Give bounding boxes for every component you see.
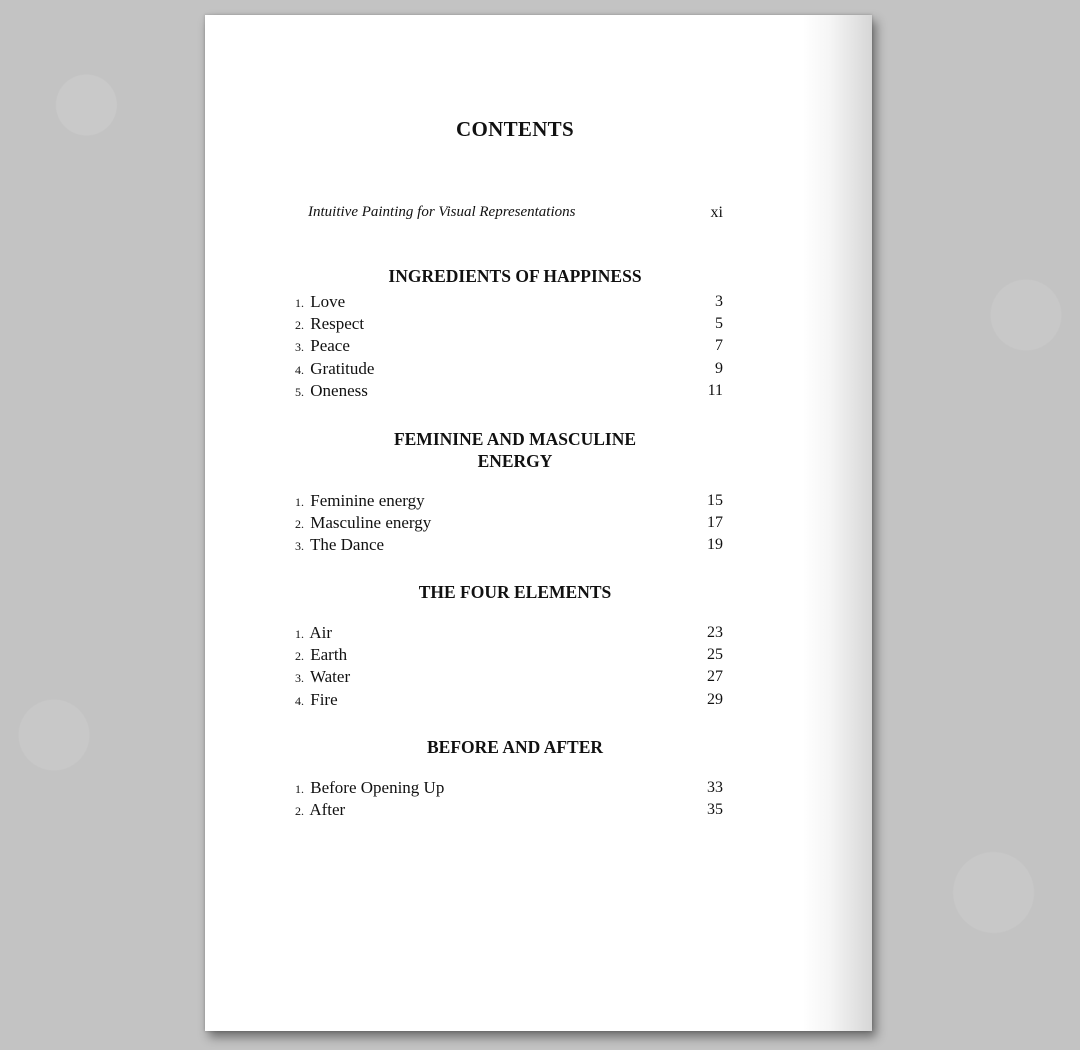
entry-number: 1.: [295, 296, 304, 310]
entry-number: 1.: [295, 495, 304, 509]
entry-number: 4.: [295, 693, 304, 708]
entry-page-number: 17: [707, 514, 723, 532]
toc-entry: [295, 666, 723, 688]
toc-section-four-elements: [205, 581, 825, 603]
toc-entry: [295, 777, 723, 799]
section-heading: BEFORE AND AFTER: [427, 737, 603, 757]
entry-title: Water: [309, 667, 351, 687]
toc-entry: [295, 380, 723, 402]
entry-number: 3.: [295, 671, 304, 686]
entry-title: Oneness: [310, 380, 368, 400]
entry-number: 3.: [295, 539, 304, 554]
entry-title: Peace: [310, 336, 350, 356]
entry-number: 1.: [295, 782, 304, 796]
entry-title: Masculine energy: [310, 513, 432, 533]
toc-entry: [295, 644, 723, 666]
toc-entry: [295, 622, 723, 644]
entry-page-number: 3: [715, 293, 723, 310]
entry-number: 1.: [295, 627, 304, 641]
entry-title: Fire: [310, 689, 338, 709]
entry-number: 2.: [295, 649, 304, 664]
entry-number: 2.: [295, 517, 304, 532]
entry-page-number: 29: [707, 690, 723, 708]
toc-entry: [295, 313, 723, 335]
entry-page-number: 5: [715, 315, 723, 333]
page-title: CONTENTS: [456, 117, 574, 141]
toc-intro-entry: [308, 204, 723, 228]
section-heading: INGREDIENTS OF HAPPINESS: [388, 266, 642, 286]
entry-title: Before Opening Up: [310, 778, 445, 797]
entry-page-number: 23: [707, 624, 723, 641]
entry-page-number: 15: [707, 492, 723, 509]
toc-section-feminine-masculine: [205, 428, 825, 472]
entry-page-number: 27: [707, 668, 723, 686]
toc-intro-title: Intuitive Painting for Visual Representations: [308, 204, 576, 220]
toc-section-ingredients: [205, 265, 825, 287]
entry-page-number: 7: [715, 337, 723, 355]
entry-title: After: [309, 800, 346, 820]
entry-page-number: 11: [707, 381, 723, 399]
entry-number: 2.: [295, 318, 304, 333]
toc-entry: [295, 512, 723, 534]
toc-entries-before-after: [295, 777, 723, 821]
toc-entry: [295, 799, 723, 821]
toc-entry: [295, 291, 723, 313]
entry-number: 5.: [295, 384, 304, 399]
entry-title: Feminine energy: [310, 491, 425, 510]
entry-page-number: 25: [707, 646, 723, 664]
toc-entry: [295, 335, 723, 357]
entry-page-number: 19: [707, 536, 723, 554]
entry-number: 3.: [295, 340, 304, 355]
toc-entry: [295, 358, 723, 380]
entry-page-number: 9: [715, 359, 723, 377]
entry-title: Gratitude: [310, 358, 375, 378]
toc-intro-page: xi: [710, 204, 723, 221]
entry-title: Love: [310, 292, 346, 311]
page-curl-shadow: [802, 15, 872, 1031]
toc-entries-feminine-masculine: [295, 490, 723, 557]
section-heading: FEMININE AND MASCULINE ENERGY: [393, 429, 637, 471]
entry-title: Respect: [310, 314, 365, 334]
toc-entry: [295, 534, 723, 556]
entry-title: Earth: [310, 645, 348, 665]
toc-entries-four-elements: [295, 622, 723, 711]
toc-entry: [295, 490, 723, 512]
book-page: [205, 15, 872, 1031]
entry-page-number: 35: [707, 801, 723, 819]
toc-section-before-after: [205, 736, 825, 758]
toc-entries-ingredients: [295, 291, 723, 402]
section-heading: THE FOUR ELEMENTS: [418, 582, 612, 602]
entry-number: 4.: [295, 362, 304, 377]
entry-number: 2.: [295, 804, 304, 819]
entry-title: The Dance: [309, 535, 385, 555]
toc-entry: [295, 689, 723, 711]
entry-page-number: 33: [707, 779, 723, 796]
entry-title: Air: [309, 623, 332, 642]
